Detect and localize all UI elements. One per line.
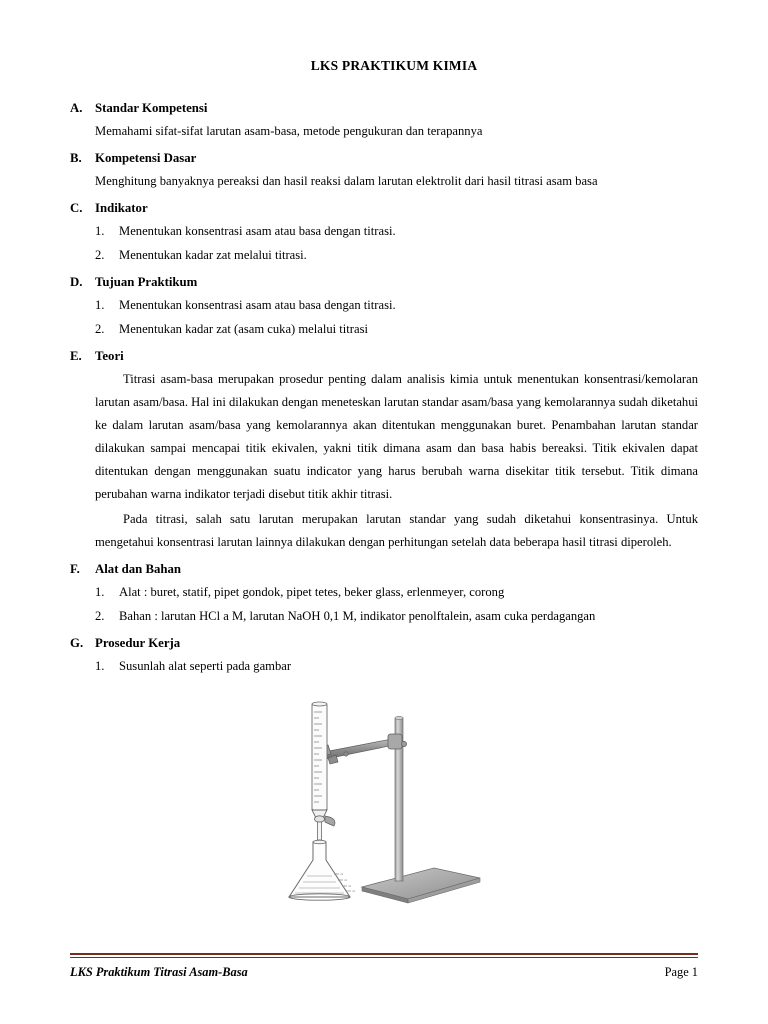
list-item-number: 1. <box>95 224 105 238</box>
section-heading-d <box>70 275 698 290</box>
section-letter-c: C. <box>70 201 83 215</box>
section-body-a: Memahami sifat-sifat larutan asam-basa, metode pengukuran dan terapannya <box>95 124 483 138</box>
section-title-g: Prosedur Kerja <box>95 636 181 650</box>
section-letter-f: F. <box>70 562 80 576</box>
section-teori <box>70 349 698 554</box>
section-body-b: Menghitung banyaknya pereaksi dan hasil reaksi dalam larutan elektrolit dari hasil titrasi asam basa <box>95 174 598 188</box>
section-letter-d: D. <box>70 275 83 289</box>
teori-paragraph-1: Titrasi asam-basa merupakan prosedur penting dalam analisis kimia untuk menentukan konsentrasi/kemolaran larutan asam/basa. Hal ini dilakukan dengan meneteskan larutan standar asam/basa yang kemolarannya sudah diketahui ke dalam larutan asam/basa yang kemolarannya akan ditentukan menggunakan buret. Penambahan larutan standar dilakukan sampai mencapai titik ekivalen, yakni titik dimana asam dan basa habis bereaksi. Titik ekivalen dapat ditentukan dengan menggunakan suatu indicator yang harus berubah warna disekitar titik tersebut. Titik dimana perubahan warna indikator terjadi disebut titik akhir titrasi. <box>95 372 698 501</box>
list-tujuan <box>70 294 698 341</box>
list-item-text: Susunlah alat seperti pada gambar <box>119 659 292 673</box>
section-title-a: Standar Kompetensi <box>95 101 208 115</box>
list-item <box>95 220 698 243</box>
section-prosedur-kerja <box>70 636 698 678</box>
list-item-number: 2. <box>95 322 105 336</box>
section-kompetensi-dasar <box>70 151 698 193</box>
list-alat-bahan <box>70 581 698 628</box>
section-heading-e <box>70 349 698 364</box>
list-item-text: Bahan : larutan HCl a M, larutan NaOH 0,1 M, indikator penolftalein, asam cuka perdagangan <box>119 609 596 623</box>
svg-text:250 ml: 250 ml <box>334 872 344 876</box>
section-tujuan-praktikum <box>70 275 698 341</box>
footer-rule-secondary <box>70 957 698 958</box>
section-title-c: Indikator <box>95 201 148 215</box>
svg-text:200 ml: 200 ml <box>338 878 348 882</box>
erlenmeyer-flask <box>289 840 355 900</box>
list-item <box>95 318 698 341</box>
list-prosedur <box>70 655 698 678</box>
list-item-text: Menentukan konsentrasi asam atau basa dengan titrasi. <box>119 224 396 238</box>
page-footer <box>70 953 698 980</box>
section-letter-e: E. <box>70 349 82 363</box>
section-heading-g <box>70 636 698 651</box>
section-standar-kompetensi <box>70 101 698 143</box>
stand-base-plate <box>362 868 480 903</box>
list-item <box>95 244 698 267</box>
section-title-d: Tujuan Praktikum <box>95 275 198 289</box>
list-item-number: 2. <box>95 248 105 262</box>
titration-apparatus-diagram <box>284 692 484 907</box>
section-alat-dan-bahan <box>70 562 698 628</box>
footer-page-number: Page 1 <box>664 965 698 979</box>
section-heading-c <box>70 201 698 216</box>
footer-row <box>70 965 698 980</box>
section-heading-a <box>70 101 698 116</box>
list-item-text: Menentukan konsentrasi asam atau basa dengan titrasi. <box>119 298 396 312</box>
list-item <box>95 655 698 678</box>
burette <box>312 702 335 840</box>
list-item-number: 2. <box>95 609 105 623</box>
section-title-b: Kompetensi Dasar <box>95 151 197 165</box>
section-letter-b: B. <box>70 151 82 165</box>
section-letter-g: G. <box>70 636 84 650</box>
teori-paragraph-2: Pada titrasi, salah satu larutan merupakan larutan standar yang sudah diketahui konsentrasinya. Untuk mengetahui konsentrasi larutan lainnya dilakukan dengan perhitungan setelah data beberapa hasil titrasi diperoleh. <box>95 512 698 549</box>
page-title: LKS PRAKTIKUM KIMIA <box>310 58 478 73</box>
burette-clamp <box>314 734 407 764</box>
section-title-f: Alat dan Bahan <box>95 562 182 576</box>
footer-document-name: LKS Praktikum Titrasi Asam-Basa <box>70 965 248 979</box>
list-item-text: Alat : buret, statif, pipet gondok, pipet tetes, beker glass, erlenmeyer, corong <box>119 585 505 599</box>
list-item-number: 1. <box>95 585 105 599</box>
list-item <box>95 605 698 628</box>
list-indikator <box>70 220 698 267</box>
burette-stopcock[interactable] <box>312 810 335 840</box>
section-indikator <box>70 201 698 267</box>
list-item-text: Menentukan kadar zat melalui titrasi. <box>119 248 307 262</box>
section-heading-b <box>70 151 698 166</box>
svg-text:150 ml: 150 ml <box>342 884 352 888</box>
list-item-number: 1. <box>95 659 105 673</box>
section-heading-f <box>70 562 698 577</box>
list-item-number: 1. <box>95 298 105 312</box>
section-letter-a: A. <box>70 101 83 115</box>
figure-titration-apparatus <box>70 692 698 907</box>
list-item <box>95 294 698 317</box>
list-item-text: Menentukan kadar zat (asam cuka) melalui titrasi <box>119 322 368 336</box>
document-body <box>0 101 768 907</box>
list-item <box>95 581 698 604</box>
svg-text:100 ml: 100 ml <box>346 889 356 893</box>
section-title-e: Teori <box>95 349 124 363</box>
